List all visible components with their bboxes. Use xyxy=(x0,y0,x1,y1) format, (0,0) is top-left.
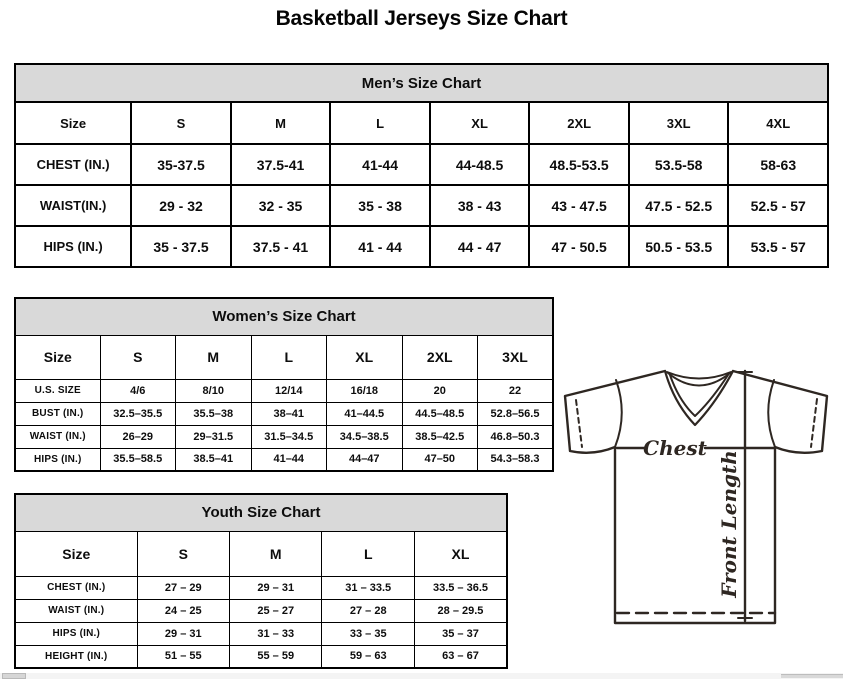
youth-table-row xyxy=(15,576,507,599)
men-column-header-4xl: 4XL xyxy=(728,102,828,144)
women-value-cell: 12/14 xyxy=(251,379,327,402)
jersey-right-sleeve-seam xyxy=(768,380,775,447)
youth-value-cell: 51 – 55 xyxy=(137,645,229,668)
women-value-cell: 38.5–41 xyxy=(176,448,252,471)
horizontal-scrollbar[interactable] xyxy=(0,673,843,679)
men-row-label: CHEST (IN.) xyxy=(15,144,131,185)
scrollbar-thumb[interactable] xyxy=(781,674,843,678)
women-size-header: Size xyxy=(15,335,100,379)
women-table-row xyxy=(15,402,553,425)
jersey-left-sleeve-seam xyxy=(615,380,622,447)
men-value-cell: 48.5-53.5 xyxy=(529,144,629,185)
women-column-header-l: L xyxy=(251,335,327,379)
men-value-cell: 38 - 43 xyxy=(430,185,530,226)
men-column-header-2xl: 2XL xyxy=(529,102,629,144)
jersey-outline xyxy=(565,371,827,623)
jersey-collar-back-arc xyxy=(667,372,731,379)
women-value-cell: 20 xyxy=(402,379,478,402)
jersey-right-cuff-dashes xyxy=(811,399,817,447)
men-table-row xyxy=(15,144,828,185)
youth-value-cell: 55 – 59 xyxy=(230,645,322,668)
youth-size-chart-table xyxy=(14,493,508,669)
youth-value-cell: 35 – 37 xyxy=(414,622,507,645)
youth-column-header-l: L xyxy=(322,531,414,576)
scrollbar-left-button[interactable] xyxy=(2,673,26,679)
women-table-row xyxy=(15,448,553,471)
youth-value-cell: 29 – 31 xyxy=(230,576,322,599)
men-value-cell: 44 - 47 xyxy=(430,226,530,267)
women-column-header-3xl: 3XL xyxy=(478,335,554,379)
men-value-cell: 35 - 37.5 xyxy=(131,226,231,267)
youth-row-label: HEIGHT (IN.) xyxy=(15,645,137,668)
men-column-header-3xl: 3XL xyxy=(629,102,729,144)
women-value-cell: 41–44 xyxy=(251,448,327,471)
youth-column-header-m: M xyxy=(230,531,322,576)
women-value-cell: 52.8–56.5 xyxy=(478,402,554,425)
men-size-header: Size xyxy=(15,102,131,144)
women-value-cell: 16/18 xyxy=(327,379,403,402)
youth-row-label: HIPS (IN.) xyxy=(15,622,137,645)
men-row-label: HIPS (IN.) xyxy=(15,226,131,267)
youth-row-label: WAIST (IN.) xyxy=(15,599,137,622)
men-table-row xyxy=(15,185,828,226)
youth-value-cell: 27 – 28 xyxy=(322,599,414,622)
women-value-cell: 44.5–48.5 xyxy=(402,402,478,425)
men-column-header-xl: XL xyxy=(430,102,530,144)
youth-table-row xyxy=(15,645,507,668)
women-column-header-s: S xyxy=(100,335,176,379)
youth-value-cell: 31 – 33 xyxy=(230,622,322,645)
page-title: Basketball Jerseys Size Chart xyxy=(275,7,568,30)
men-chart-title: Men’s Size Chart xyxy=(15,64,828,102)
youth-value-cell: 33.5 – 36.5 xyxy=(414,576,507,599)
men-column-header-l: L xyxy=(330,102,430,144)
men-value-cell: 37.5 - 41 xyxy=(231,226,331,267)
men-value-cell: 41 - 44 xyxy=(330,226,430,267)
jersey-measurement-diagram xyxy=(558,356,843,629)
jersey-illustration xyxy=(558,356,843,629)
youth-value-cell: 27 – 29 xyxy=(137,576,229,599)
men-value-cell: 53.5-58 xyxy=(629,144,729,185)
youth-column-header-s: S xyxy=(137,531,229,576)
men-value-cell: 35-37.5 xyxy=(131,144,231,185)
women-value-cell: 31.5–34.5 xyxy=(251,425,327,448)
women-value-cell: 46.8–50.3 xyxy=(478,425,554,448)
men-value-cell: 50.5 - 53.5 xyxy=(629,226,729,267)
women-row-label: WAIST (IN.) xyxy=(15,425,100,448)
women-value-cell: 41–44.5 xyxy=(327,402,403,425)
men-value-cell: 41-44 xyxy=(330,144,430,185)
men-value-cell: 53.5 - 57 xyxy=(728,226,828,267)
youth-value-cell: 25 – 27 xyxy=(230,599,322,622)
chest-label: Chest xyxy=(643,436,707,460)
front-length-label: Front Length xyxy=(717,450,741,598)
women-value-cell: 34.5–38.5 xyxy=(327,425,403,448)
youth-value-cell: 63 – 67 xyxy=(414,645,507,668)
women-value-cell: 38–41 xyxy=(251,402,327,425)
women-value-cell: 47–50 xyxy=(402,448,478,471)
men-value-cell: 29 - 32 xyxy=(131,185,231,226)
men-column-header-s: S xyxy=(131,102,231,144)
men-value-cell: 47 - 50.5 xyxy=(529,226,629,267)
men-value-cell: 32 - 35 xyxy=(231,185,331,226)
youth-value-cell: 31 – 33.5 xyxy=(322,576,414,599)
youth-value-cell: 33 – 35 xyxy=(322,622,414,645)
youth-column-header-xl: XL xyxy=(414,531,507,576)
women-value-cell: 32.5–35.5 xyxy=(100,402,176,425)
women-value-cell: 22 xyxy=(478,379,554,402)
women-value-cell: 4/6 xyxy=(100,379,176,402)
women-chart-title: Women’s Size Chart xyxy=(15,298,553,335)
women-value-cell: 8/10 xyxy=(176,379,252,402)
women-table-row xyxy=(15,425,553,448)
youth-chart-title: Youth Size Chart xyxy=(15,494,507,531)
men-row-label: WAIST(IN.) xyxy=(15,185,131,226)
youth-table-row xyxy=(15,622,507,645)
men-value-cell: 44-48.5 xyxy=(430,144,530,185)
women-column-header-xl: XL xyxy=(327,335,403,379)
womens-size-chart-table xyxy=(14,297,554,472)
men-table-row xyxy=(15,226,828,267)
women-value-cell: 44–47 xyxy=(327,448,403,471)
youth-value-cell: 59 – 63 xyxy=(322,645,414,668)
mens-size-chart-table xyxy=(14,63,829,268)
men-value-cell: 37.5-41 xyxy=(231,144,331,185)
men-value-cell: 47.5 - 52.5 xyxy=(629,185,729,226)
women-value-cell: 35.5–58.5 xyxy=(100,448,176,471)
women-value-cell: 54.3–58.3 xyxy=(478,448,554,471)
women-column-header-2xl: 2XL xyxy=(402,335,478,379)
women-value-cell: 38.5–42.5 xyxy=(402,425,478,448)
women-value-cell: 26–29 xyxy=(100,425,176,448)
women-row-label: HIPS (IN.) xyxy=(15,448,100,471)
men-value-cell: 58-63 xyxy=(728,144,828,185)
youth-value-cell: 29 – 31 xyxy=(137,622,229,645)
women-value-cell: 29–31.5 xyxy=(176,425,252,448)
women-row-label: U.S. SIZE xyxy=(15,379,100,402)
youth-size-header: Size xyxy=(15,531,137,576)
women-column-header-m: M xyxy=(176,335,252,379)
youth-row-label: CHEST (IN.) xyxy=(15,576,137,599)
men-column-header-m: M xyxy=(231,102,331,144)
men-value-cell: 43 - 47.5 xyxy=(529,185,629,226)
men-value-cell: 52.5 - 57 xyxy=(728,185,828,226)
youth-value-cell: 24 – 25 xyxy=(137,599,229,622)
youth-table-row xyxy=(15,599,507,622)
men-value-cell: 35 - 38 xyxy=(330,185,430,226)
women-table-row xyxy=(15,379,553,402)
women-row-label: BUST (IN.) xyxy=(15,402,100,425)
women-value-cell: 35.5–38 xyxy=(176,402,252,425)
jersey-left-cuff-dashes xyxy=(576,400,582,447)
youth-value-cell: 28 – 29.5 xyxy=(414,599,507,622)
